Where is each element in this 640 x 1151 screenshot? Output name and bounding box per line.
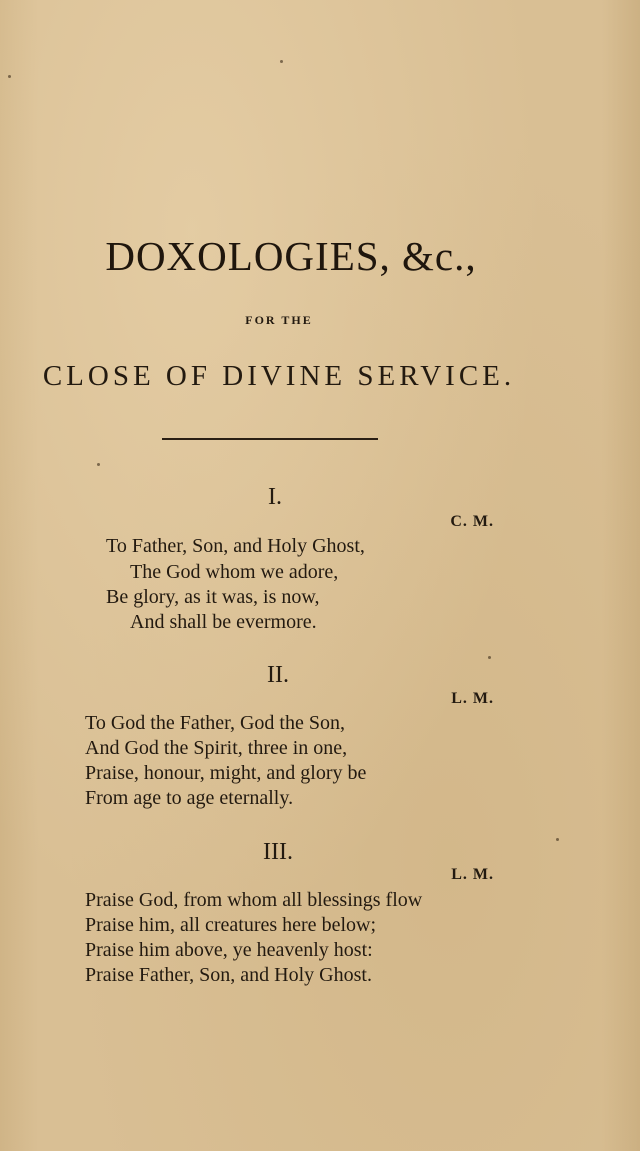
hymn-line: Praise, honour, might, and glory be xyxy=(85,762,367,784)
hymn-meter: L. M. xyxy=(451,866,494,883)
hymn-line: From age to age eternally. xyxy=(85,787,294,809)
page-title: DOXOLOGIES, &c., xyxy=(105,233,477,279)
hymn-line: Praise him, all creatures here below; xyxy=(85,914,376,936)
hymn-line: The God whom we adore, xyxy=(130,561,339,583)
hymn-line: To Father, Son, and Holy Ghost, xyxy=(106,535,365,557)
paper-speck xyxy=(97,463,100,466)
hymn-numeral: III. xyxy=(263,839,293,865)
paper-speck xyxy=(556,838,559,841)
hymn-line: Praise Father, Son, and Holy Ghost. xyxy=(85,964,372,986)
hymn-line: Praise God, from whom all blessings flow xyxy=(85,889,423,911)
hymn-numeral: I. xyxy=(268,484,282,510)
title-divider xyxy=(162,438,378,440)
hymn-numeral: II. xyxy=(267,662,289,688)
hymn-line: And shall be evermore. xyxy=(130,611,317,633)
paper-speck xyxy=(8,75,11,78)
hymn-line: Be glory, as it was, is now, xyxy=(106,586,320,608)
hymn-line: To God the Father, God the Son, xyxy=(85,712,345,734)
for-the-caption: FOR THE xyxy=(245,313,313,327)
hymn-line: And God the Spirit, three in one, xyxy=(85,737,348,759)
paper-speck xyxy=(488,656,491,659)
hymn-meter: C. M. xyxy=(450,513,494,530)
hymn-line: Praise him above, ye heavenly host: xyxy=(85,939,373,961)
paper-speck xyxy=(280,60,283,63)
hymn-meter: L. M. xyxy=(451,690,494,707)
page-subtitle: CLOSE OF DIVINE SERVICE. xyxy=(42,360,516,392)
